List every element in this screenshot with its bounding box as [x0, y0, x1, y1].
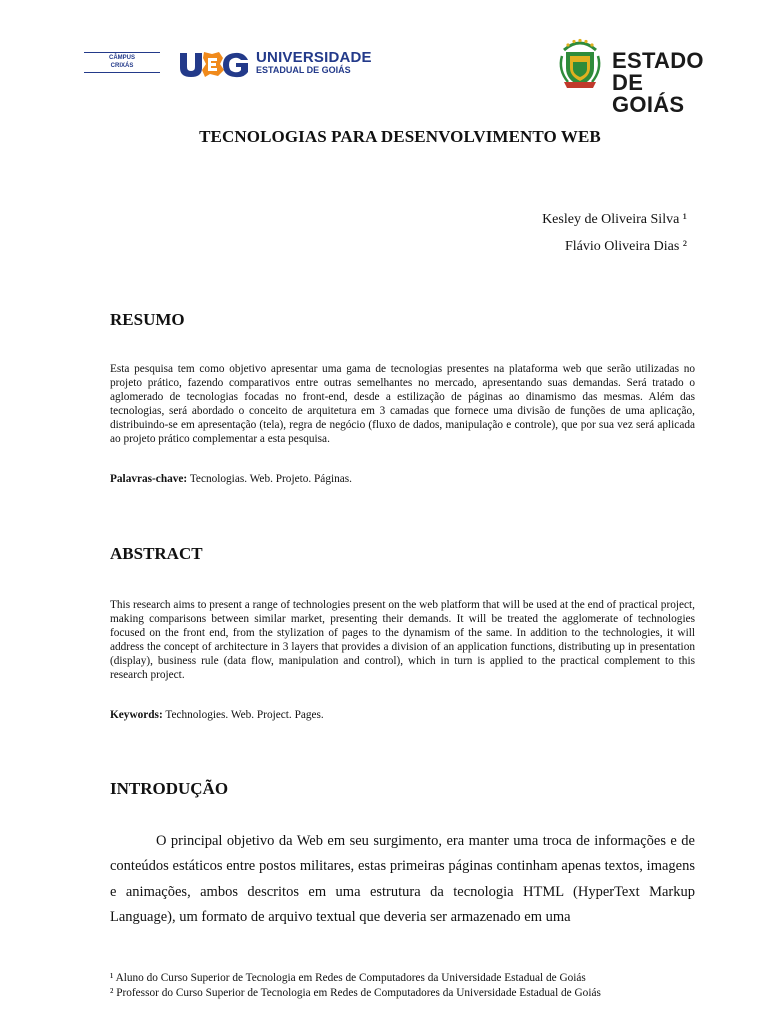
campus-logo-line1: CÂMPUS	[108, 55, 135, 61]
keywords-value: Tecnologias. Web. Projeto. Páginas.	[189, 473, 352, 485]
keywords-label: Keywords:	[110, 709, 163, 721]
footnote: ¹ Aluno do Curso Superior de Tecnologia em Redes de Computadores da Universidade Estadual de Goiás	[110, 972, 586, 984]
footnote: ² Professor do Curso Superior de Tecnologia em Redes de Computadores da Universidade Estadual de Goiás	[110, 987, 601, 999]
author-name: Flávio Oliveira Dias ²	[564, 239, 687, 254]
ueg-logo-icon	[178, 50, 250, 78]
ueg-wordmark-line1: UNIVERSIDADE	[256, 49, 372, 66]
resumo-heading: RESUMO	[110, 310, 185, 329]
resumo-keywords	[110, 473, 352, 485]
abstract-text: This research aims to present a range of technologies present on the web platform that will be used at the end of practical project, making comparisons between similar market, presenting their demands. It will be treated the agglomerate of technologies focused on the front end, from the stylization of pages to the dynamism of the same. In addition to the technologies, it will address the concept of architecture in 3 layers that provides a division of an application functions, distributing up in presentation (display), business rule (data flow, manipulation and control), which in turn is applied to the practical complement to this research project.	[110, 599, 695, 681]
keywords-value: Technologies. Web. Project. Pages.	[165, 709, 324, 721]
introducao-text: O principal objetivo da Web em seu surgimento, era manter uma troca de informações e de conteúdos estáticos entre postos militares, estas primeiras páginas continham apenas textos, imagens e animações, ambos descritos em uma estrutura da tecnologia HTML (HyperText Markup Language), um formato de arquivo textual que deveria ser armazenado em uma	[110, 833, 695, 925]
estado-wordmark-line2: DE GOIÁS	[612, 70, 685, 117]
estado-de-goias-wordmark	[612, 50, 720, 116]
goias-coat-of-arms-icon	[556, 36, 604, 90]
ueg-wordmark	[256, 50, 372, 76]
abstract-keywords	[110, 709, 324, 721]
ueg-wordmark-line2: ESTADUAL DE GOIÁS	[256, 65, 351, 75]
campus-crixas-logo	[84, 52, 160, 73]
estado-wordmark-line1: ESTADO	[612, 48, 704, 73]
page-header	[80, 28, 720, 117]
campus-logo-line2: CRIXÁS	[110, 63, 134, 69]
author-name: Kesley de Oliveira Silva ¹	[542, 212, 687, 227]
keywords-label: Palavras-chave:	[110, 473, 188, 485]
footnotes	[110, 971, 601, 1001]
document-title: TECNOLOGIAS PARA DESENVOLVIMENTO WEB	[199, 127, 601, 146]
author-list	[542, 206, 687, 260]
introducao-heading: INTRODUÇÃO	[110, 779, 229, 798]
resumo-text: Esta pesquisa tem como objetivo apresentar uma gama de tecnologias presentes na plataforma web que serão utilizadas no projeto prático, fazendo comparativos entre outras semelhantes no mercado, apresentando suas demandas. Será tratado o aglomerado de tecnologias focadas no front-end, desde a estilização de páginas ao dinamismo das mesmas. Além das tecnologias, será abordado o conceito de arquitetura em 3 camadas que fornece uma divisão de funções de uma aplicação, distribuindo-se em apresentação (tela), regra de negócio (fluxo de dados, manipulação e controle), que por sua vez será aplicada ao projeto prático complementar a esta pesquisa.	[110, 363, 695, 445]
abstract-heading: ABSTRACT	[110, 544, 203, 563]
